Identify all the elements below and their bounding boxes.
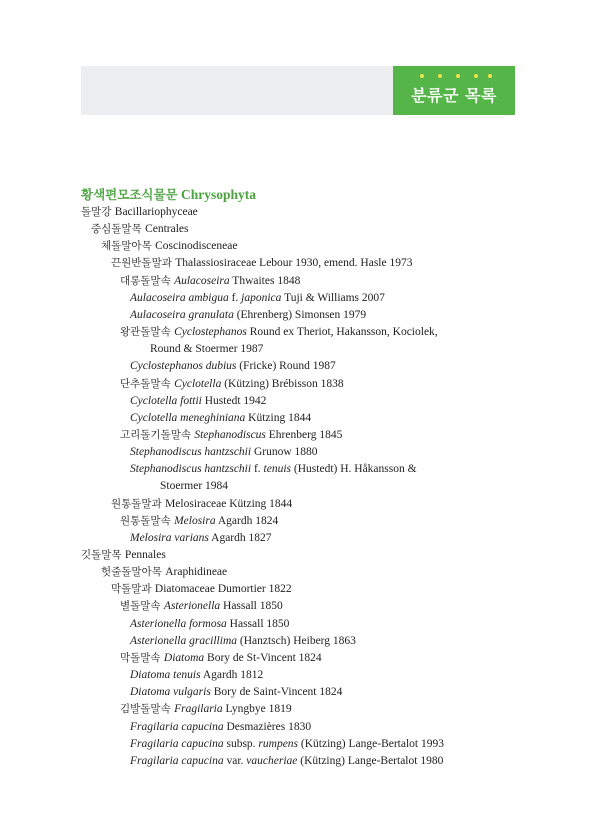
taxon-korean-name: 대롱돌말속 bbox=[120, 274, 175, 287]
taxon-korean-name: 원통돌말속 bbox=[120, 514, 175, 527]
taxon-authority: Agardh 1824 bbox=[215, 514, 279, 527]
taxon-authority: Diatomaceae Dumortier 1822 bbox=[154, 583, 292, 596]
taxon-authority: (Fricke) Round 1987 bbox=[236, 360, 336, 373]
taxon-entry bbox=[81, 205, 198, 220]
taxon-authority: f. bbox=[251, 463, 264, 476]
taxon-entry bbox=[130, 308, 366, 323]
phylum-title bbox=[81, 186, 256, 204]
taxon-authority: (Hustedt) H. Håkansson & bbox=[291, 463, 417, 476]
taxon-entry bbox=[130, 634, 356, 649]
taxon-authority: Desmazières 1830 bbox=[223, 720, 312, 733]
taxon-scientific-name: Melosira varians bbox=[130, 531, 209, 544]
taxon-scientific-name: Diatoma bbox=[163, 651, 205, 664]
taxon-entry bbox=[120, 599, 283, 614]
taxon-authority: Centrales bbox=[145, 223, 189, 236]
taxon-scientific-name: Diatoma vulgaris bbox=[130, 686, 211, 699]
taxon-scientific-name: Stephanodiscus hantzschii bbox=[130, 463, 252, 476]
taxon-entry bbox=[120, 514, 278, 529]
taxon-authority: Round ex Theriot, Hakansson, Kociolek, bbox=[246, 326, 438, 339]
taxon-scientific-name: Aulacoseira granulata bbox=[130, 308, 234, 321]
taxon-scientific-name: Cyclotella bbox=[174, 377, 222, 390]
taxon-entry bbox=[130, 531, 272, 546]
taxon-authority: Grunow 1880 bbox=[251, 446, 318, 459]
taxon-authority: Bacillariophyceae bbox=[114, 206, 198, 218]
taxon-korean-name: 별돌말속 bbox=[120, 600, 164, 613]
taxon-scientific-name: Fragilaria capucina bbox=[130, 754, 224, 767]
taxon-scientific-name: Cyclostephanos dubius bbox=[130, 360, 237, 373]
taxon-authority: Thwaites 1848 bbox=[229, 274, 301, 287]
taxon-entry bbox=[91, 222, 189, 237]
taxon-authority: Hassall 1850 bbox=[220, 600, 283, 613]
taxon-scientific-name: Cyclostephanos bbox=[174, 326, 247, 339]
taxon-entry bbox=[130, 685, 342, 700]
taxon-scientific-name: Stephanodiscus bbox=[194, 428, 266, 441]
taxon-korean-name: 고리돌기돌말속 bbox=[120, 428, 195, 441]
taxon-scientific-name: japonica bbox=[241, 291, 282, 304]
taxon-entry bbox=[160, 479, 228, 494]
taxon-entry bbox=[81, 548, 166, 563]
taxon-authority: Melosiraceae Kützing 1844 bbox=[165, 497, 293, 510]
taxon-entry bbox=[130, 291, 385, 306]
taxon-scientific-name: Aulacoseira bbox=[174, 274, 230, 287]
taxon-korean-name: 원통돌말과 bbox=[111, 497, 166, 510]
taxon-entry bbox=[111, 582, 292, 597]
taxon-korean-name: 끈원반돌말과 bbox=[111, 257, 176, 270]
decorative-dots bbox=[393, 74, 515, 80]
taxon-entry bbox=[120, 377, 344, 392]
taxon-authority: Araphidineae bbox=[165, 566, 228, 579]
taxon-korean-name: 김발돌말속 bbox=[120, 703, 175, 716]
taxon-entry bbox=[120, 274, 300, 289]
taxon-korean-name: 단추돌말속 bbox=[120, 377, 175, 390]
taxon-entry bbox=[130, 617, 289, 632]
taxon-scientific-name: rumpens bbox=[258, 737, 299, 750]
taxon-scientific-name: Fragilaria capucina bbox=[130, 720, 224, 733]
taxon-scientific-name: Asterionella bbox=[163, 600, 221, 613]
taxon-authority: (Kützing) Lange-Bertalot 1993 bbox=[298, 737, 444, 750]
taxon-scientific-name: tenuis bbox=[263, 463, 292, 476]
taxon-authority: Stoermer 1984 bbox=[160, 480, 229, 493]
taxon-scientific-name: Diatoma tenuis bbox=[130, 669, 201, 682]
taxon-korean-name: 막돌말속 bbox=[120, 651, 164, 664]
taxon-authority: Hustedt 1942 bbox=[201, 394, 267, 407]
taxon-korean-name: 체돌말아목 bbox=[101, 240, 156, 253]
taxon-korean-name: 중심돌말목 bbox=[91, 223, 146, 236]
taxon-authority: (Kützing) Brébisson 1838 bbox=[221, 377, 344, 390]
taxon-authority: Thalassiosiraceae Lebour 1930, emend. Hasle 1973 bbox=[175, 257, 413, 270]
taxon-authority: f. bbox=[228, 291, 242, 304]
section-label-text: 분류군 목록 bbox=[411, 86, 497, 105]
taxon-korean-name: 왕관돌말속 bbox=[120, 326, 175, 339]
taxon-scientific-name: Fragilaria bbox=[174, 703, 223, 716]
taxon-authority: Round & Stoermer 1987 bbox=[150, 343, 264, 356]
taxon-entry bbox=[120, 428, 342, 443]
taxon-entry bbox=[130, 720, 311, 735]
taxon-scientific-name: Cyclotella meneghiniana bbox=[130, 411, 246, 424]
taxon-authority: Coscinodisceneae bbox=[155, 240, 238, 253]
taxon-authority: Hassall 1850 bbox=[226, 617, 290, 630]
section-label-tab bbox=[393, 66, 515, 115]
taxon-authority: Tuji & Williams 2007 bbox=[281, 291, 385, 304]
taxon-authority: subsp. bbox=[223, 737, 259, 750]
taxon-authority: var. bbox=[223, 754, 247, 767]
taxon-entry bbox=[120, 702, 292, 717]
taxon-authority: (Ehrenberg) Simonsen 1979 bbox=[233, 308, 367, 321]
taxon-entry bbox=[111, 497, 292, 512]
phylum-title-latin: Chrysophyta bbox=[180, 187, 256, 202]
taxon-entry bbox=[130, 737, 444, 752]
taxon-scientific-name: Stephanodiscus hantzschii bbox=[130, 446, 252, 459]
taxon-authority: (Hanztsch) Heiberg 1863 bbox=[237, 634, 356, 647]
taxon-authority: Kützing 1844 bbox=[245, 411, 312, 424]
taxon-entry bbox=[101, 239, 237, 254]
taxon-korean-name: 돌말강 bbox=[81, 206, 115, 218]
taxon-scientific-name: Aulacoseira ambigua bbox=[130, 291, 229, 304]
taxon-entry bbox=[150, 342, 263, 357]
taxon-scientific-name: Asterionella formosa bbox=[130, 617, 227, 630]
taxon-scientific-name: Fragilaria capucina bbox=[130, 737, 224, 750]
taxon-entry bbox=[111, 256, 412, 271]
taxon-entry bbox=[120, 651, 322, 666]
taxon-entry bbox=[130, 445, 318, 460]
taxon-korean-name: 헛줄돌말아목 bbox=[101, 566, 166, 579]
taxon-authority: Bory de Saint-Vincent 1824 bbox=[210, 686, 343, 699]
taxon-entry bbox=[130, 754, 443, 769]
taxon-korean-name: 막돌말과 bbox=[111, 583, 155, 596]
taxon-korean-name: 깃돌말목 bbox=[81, 549, 125, 561]
taxon-authority: (Kützing) Lange-Bertalot 1980 bbox=[297, 754, 444, 767]
taxon-authority: Pennales bbox=[124, 549, 166, 561]
taxon-entry bbox=[101, 565, 227, 580]
taxon-authority: Agardh 1812 bbox=[200, 669, 264, 682]
taxon-authority: Lyngbye 1819 bbox=[222, 703, 292, 716]
taxon-scientific-name: Asterionella gracillima bbox=[130, 634, 238, 647]
taxon-entry bbox=[130, 394, 266, 409]
taxon-scientific-name: Cyclotella fottii bbox=[130, 394, 202, 407]
taxon-authority: Bory de St-Vincent 1824 bbox=[204, 651, 322, 664]
taxon-authority: Agardh 1827 bbox=[208, 531, 272, 544]
taxon-scientific-name: vaucheriae bbox=[246, 754, 298, 767]
taxon-entry bbox=[130, 359, 336, 374]
taxon-scientific-name: Melosira bbox=[174, 514, 216, 527]
phylum-title-korean: 황색편모조식물문 bbox=[81, 187, 178, 202]
taxon-entry bbox=[120, 325, 438, 340]
taxon-entry bbox=[130, 411, 311, 426]
taxon-entry bbox=[130, 668, 263, 683]
taxon-entry bbox=[130, 462, 417, 477]
taxon-authority: Ehrenberg 1845 bbox=[265, 428, 343, 441]
